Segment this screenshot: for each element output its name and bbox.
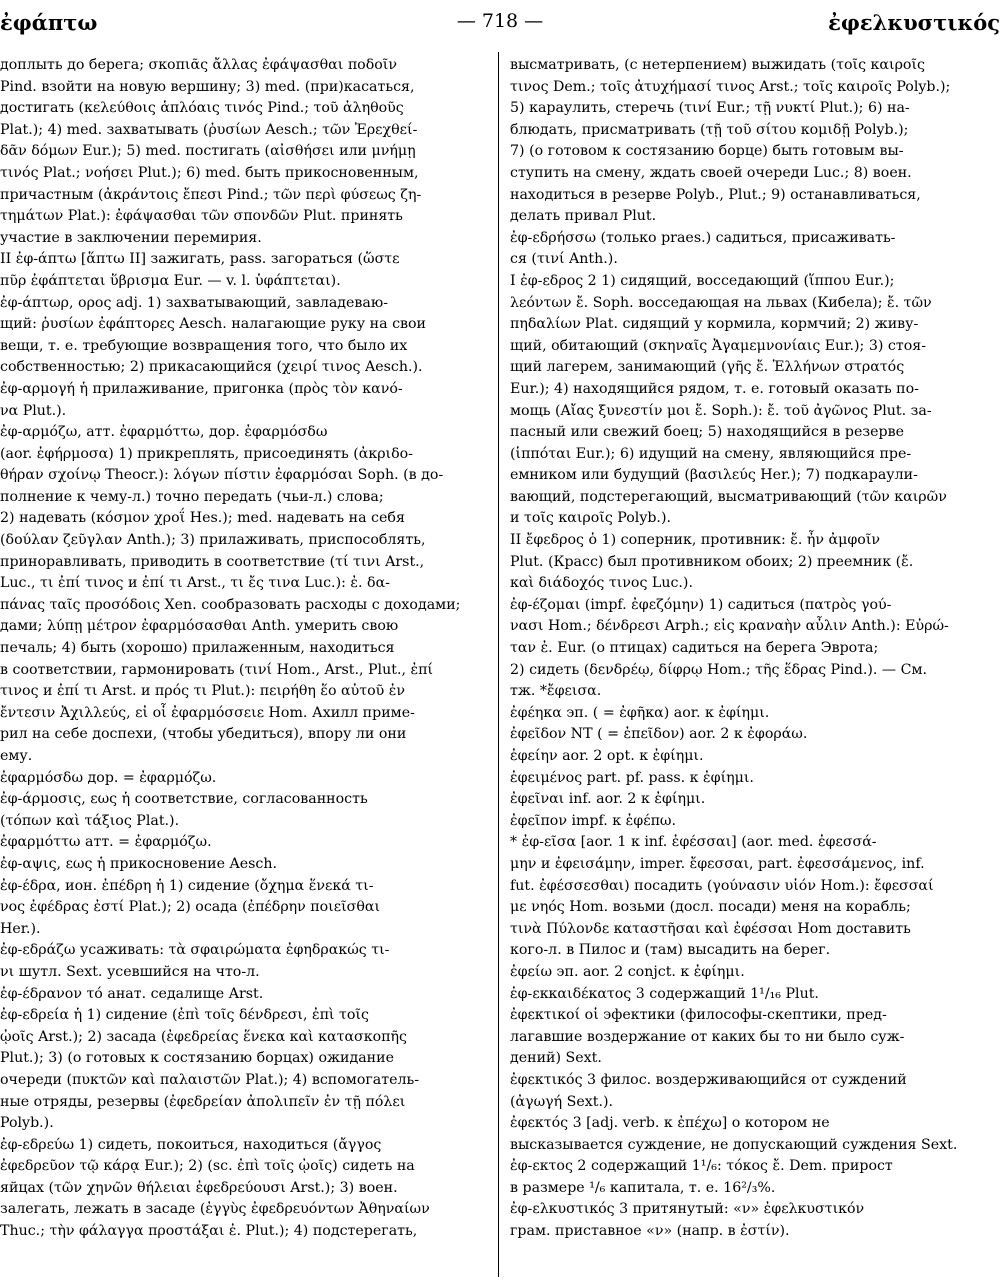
text-line: * ἐφ-εῖσα [aor. 1 к inf. ἐφέσσαι] (aor. med. ἐφεσσά-: [510, 834, 877, 851]
text-line: пасный или свежий боец; 5) находящийся в резерве: [510, 424, 905, 441]
text-line: ἐφεκτικοί οἱ эфектики (философы-скептики, пред-: [510, 1007, 887, 1024]
text-line: в размере ¹/₆ капитала, т. е. 16²/₃%.: [510, 1179, 776, 1196]
text-line: в соответствии, гармонировать (τινί Hom., Arst., Plut., ἐπί: [0, 661, 433, 678]
text-line: грам. приставное «ν» (напр. в ἐστίν).: [510, 1223, 790, 1240]
text-line: ἐφειμένος part. pf. pass. к ἐφίημι.: [510, 769, 754, 786]
text-line: ἐφεδρεῦον τῷ κάρᾳ Eur.); 2) (sc. ἐπὶ τοῖς ᾠοῖς) сидеть на: [0, 1158, 415, 1175]
text-line: (ἀγωγή Sext.).: [510, 1093, 614, 1110]
text-line: полнение к чему-л.) точно передать (чьи-л.) слова;: [0, 488, 384, 505]
text-line: ἐφ-άρμοσις, εως ἡ соответствие, согласованность: [0, 791, 368, 808]
text-line: залегать, лежать в засаде (ἐγγὺς ἐφεδρευόντων Ἀθηναίων: [0, 1201, 430, 1218]
header-left-headword: ἐφάπτω: [0, 10, 98, 35]
text-line: собственностью; 2) прикасающийся (χειρί τινος Aesch.).: [0, 359, 423, 376]
column-divider: [498, 52, 499, 1277]
text-line: доплыть до берега; σκοπιᾶς ἄλλας ἐφάψασθαι ποδοῖν: [0, 57, 397, 73]
text-line: высказывается суждение, не допускающий суждения Sext.: [510, 1136, 958, 1153]
text-line: яйцах (τῶν χηνῶν θήλειαι ἐφεδρεύουσι Arst.); 3) воен.: [0, 1179, 398, 1196]
text-line: II ἔφεδρος ὁ 1) соперник, противник: ἔ. ἦν ἀμφοῖν: [510, 532, 881, 549]
text-line: 2) надевать (κόσμον χροΐ Hes.); med. надевать на себя: [0, 510, 405, 527]
text-line: мощь (Αἴας ξυνεστίν μοι ἔ. Soph.): ἔ. τοῦ ἀγῶνος Plut. за-: [510, 402, 932, 419]
text-line: πῦρ ἐφάπτεται ὕβρισμα Eur. — v. l. ὑφάπτεται).: [0, 272, 341, 289]
text-line: ἐφείην aor. 2 opt. к ἐφίημι.: [510, 748, 704, 764]
text-line: ἐφεῖπον impf. к ἐφέπω.: [510, 812, 676, 829]
text-line: щий: ῥυσίων ἐφάπτορες Aesch. налагающие руку на свои: [0, 316, 427, 333]
text-line: ἐφεκτικός 3 филос. воздерживающийся от суждений: [510, 1071, 907, 1088]
text-line: ἐφ-εδρεία ἡ 1) сидение (ἐπὶ τοῖς δένδρεσι, ἐπὶ τοῖς: [0, 1007, 369, 1024]
text-line: ἐφ-ελκυστικός 3 притянутый: «ν» ἐφελκυστικόν: [510, 1201, 865, 1218]
text-line: ἐφείω эп. aor. 2 conjct. к ἐφίημι.: [510, 963, 745, 980]
text-line: ἐφέηκα эп. ( = ἐφῆκα) aor. к ἐφίημι.: [510, 704, 770, 721]
text-line: очереди (πυκτῶν καὶ παλαιστῶν Plat.); 4) вспомогатель-: [0, 1071, 420, 1088]
text-line: πηδαλίων Plat. сидящий у кормила, кормчий; 2) живу-: [510, 316, 919, 333]
text-line: τινὰ Πύλονδε καταστῆσαι καὶ ἐφέσσαι Hom доставить: [510, 920, 911, 937]
text-line: με νηός Hom. возьми (досл. посади) меня на корабль;: [510, 899, 911, 916]
text-line: щий, обитающий (σκηναῖς Ἀγαμεμνονίαις Eur.); 3) стоя-: [510, 337, 926, 354]
text-line: 7) (о готовом к состязанию борце) быть готовым вы-: [510, 143, 904, 160]
text-line: (ἱππόται Eur.); 6) идущий на смену, являющийся пре-: [510, 445, 912, 462]
text-line: νος ἐφέδρας ἐστί Plat.); 2) осада (ἐπέδρην ποιεῖσθαι: [0, 899, 381, 916]
text-line: ἐφ-εκκαιδέκατος 3 содержащий 1¹/₁₆ Plut.: [510, 985, 819, 1002]
text-line: θήραν σχοίνῳ Theocr.): λόγων πίστιν ἐφαρμόσαι Soph. (в до-: [0, 467, 444, 484]
text-line: ἐφαρμόσδω дор. = ἐφαρμόζω.: [0, 769, 217, 786]
text-line: ᾠοῖς Arst.); 2) засада (ἐφεδρείας ἕνεκα καὶ κατασκοπῆς: [0, 1028, 407, 1045]
text-line: τινος Dem.; τοῖς ἀτυχήμασί τινος Arst.; τοῖς καιροῖς Polyb.);: [510, 78, 951, 95]
text-line: Thuc.; τὴν φάλαγγα προστάξαι ἐ. Plut.); 4) подстерегать,: [0, 1223, 418, 1240]
text-line: ἐφ-άπτωρ, ορος adj. 1) захватывающий, завладеваю-: [0, 294, 389, 311]
right-column: [510, 55, 1000, 1243]
text-line: делать привал Plut.: [510, 208, 657, 225]
text-line: ἐφ-αρμογή ἡ прилаживание, пригонка (πρὸς τὸν κανό-: [0, 380, 403, 397]
text-line: вающий, подстерегающий, высматривающий (τῶν καιρῶν: [510, 488, 947, 505]
page-header: [0, 10, 1000, 42]
text-line: (δούλαν ζεῦγλαν Anth.); 3) прилаживать, приспособлять,: [0, 532, 426, 549]
text-line: καὶ διάδοχός τινος Luc.).: [510, 575, 693, 592]
text-line: ступить на смену, ждать своей очереди Luc.; 8) воен.: [510, 164, 912, 181]
text-line: δᾶν δόμων Eur.); 5) med. постигать (αἰσθήσει или μνήμῃ: [0, 143, 416, 160]
text-line: ἐφεκτός 3 [adj. verb. к ἐπέχω] о котором не: [510, 1115, 830, 1132]
text-line: Her.).: [0, 920, 41, 937]
text-line: кого-л. в Пилос и (там) высадить на берег.: [510, 942, 831, 959]
text-line: блюдать, присматривать (τῇ τοῦ σίτου κομιδῇ Polyb.);: [510, 121, 909, 138]
text-line: вещи, т. е. требующие возвращения того, что было их: [0, 337, 408, 354]
text-line: Eur.); 4) находящийся рядом, т. е. готовый оказать по-: [510, 380, 919, 397]
text-line: τινός Plat.; νοήσει Plut.); 6) med. быть прикосновенным,: [0, 164, 419, 181]
text-line: ἐφ-εδράζω усаживать: τὰ σφαιρώματα ἐφηδρακώς τι-: [0, 942, 390, 959]
text-line: (aor. ἐφήρμοσα) 1) прикреплять, присоединять (ἀκριδο-: [0, 445, 413, 462]
text-line: приноравливать, приводить в соответствие (τί τινι Arst.,: [0, 553, 425, 570]
text-line: λεόντων ἔ. Soph. восседающая на львах (Кибела); ἔ. τῶν: [510, 294, 932, 311]
header-right-headword: ἐφελκυστικός: [828, 10, 1000, 35]
page-number: — 718 —: [456, 10, 544, 32]
text-line: (τόπων καὶ τάξιος Plat.).: [0, 812, 180, 829]
text-line: νασι Hom.; δένδρεσι Arph.; εἰς κραναὴν αὖλιν Anth.): Εὐρώ-: [510, 618, 949, 635]
text-line: ἐφ-αρμόζω, атт. ἐφαρμόττω, дор. ἐφαρμόσδω: [0, 424, 328, 441]
text-line: fut. ἐφέσσεσθαι) посадить (γούνασιν υἱόν Hom.): ἔφεσσαί: [510, 877, 934, 894]
text-line: ные отряды, резервы (ἐφεδρείαν ἀπολιπεῖν ἐν τῇ πόλει: [0, 1093, 406, 1110]
text-line: πάνας ταῖς προσόδοις Xen. сообразовать расходы с доходами;: [0, 596, 461, 613]
text-line: Plut. (Красс) был противником обоих; 2) преемник (ἔ.: [510, 553, 914, 570]
text-line: 5) караулить, стеречь (τινί Eur.; τῇ νυκτί Plut.); 6) на-: [510, 100, 910, 117]
text-line: 2) сидеть (δενδρέῳ, δίφρῳ Hom.; τῆς ἕδρας Pind.). — См.: [510, 661, 927, 678]
text-line: ἐφ-εδρεύω 1) сидеть, покоиться, находиться (ἄγγος: [0, 1136, 382, 1153]
text-line: ἔντεσιν Ἀχιλλεύς, εἰ οἷ ἐφαρμόσσειε Hom. Ахилл приме-: [0, 704, 415, 721]
text-line: Plat.); 4) med. захватывать (ῥυσίων Aesch.; τῶν Ἐρεχθεί-: [0, 121, 418, 138]
text-line: и τοῖς καιροῖς Polyb.).: [510, 510, 671, 527]
text-line: печаль; 4) быть (хорошо) прилаженным, находиться: [0, 640, 395, 657]
left-column: [0, 55, 487, 1243]
text-line: να Plut.).: [0, 402, 67, 419]
text-line: высматривать, (с нетерпением) выжидать (τοῖς καιροῖς: [510, 57, 925, 73]
text-line: I ἐφ-εδρος 2 1) сидящий, восседающий (ἵππου Eur.);: [510, 272, 895, 289]
text-line: ἐφαρμόττω атт. = ἐφαρμόζω.: [0, 834, 212, 851]
text-line: находиться в резерве Polyb., Plut.; 9) останавливаться,: [510, 186, 921, 203]
text-line: ἐφ-εκτος 2 содержащий 1¹/₆: τόκος ἔ. Dem. прирост: [510, 1158, 893, 1175]
text-line: емником или будущий (βασιλεύς Her.); 7) подкараули-: [510, 467, 918, 484]
text-line: достигать (κελεύθοις ἁπλόαις τινός Pind.; τοῦ ἀληθοῦς: [0, 100, 404, 117]
text-line: участие в заключении перемирия.: [0, 229, 262, 246]
text-line: Polyb.).: [0, 1115, 54, 1132]
text-line: τημάτων Plat.): ἐφάψασθαι τῶν σπονδῶν Plut. принять: [0, 208, 403, 225]
text-line: ἐφεῖναι inf. aor. 2 к ἐφίημι.: [510, 791, 706, 808]
text-line: дами; λύπῃ μέτρον ἐφαρμόσασθαι Anth. умерить свою: [0, 618, 399, 635]
text-line: Pind. взойти на новую вершину; 3) med. (при)касаться,: [0, 78, 415, 95]
text-line: ему.: [0, 748, 33, 764]
text-line: ἐφ-έζομαι (impf. ἐφεζόμην) 1) садиться (πατρὸς γού-: [510, 596, 892, 613]
text-line: ἐφεῖδον NT ( = ἐπεῖδον) aor. 2 к ἐφοράω.: [510, 726, 808, 743]
text-line: νι шутл. Sext. усевшийся на что-л.: [0, 963, 260, 980]
text-line: рил на себе доспехи, (чтобы убедиться), впору ли они: [0, 726, 407, 743]
text-line: ταν ἐ. Eur. (о птицах) садиться на берега Эврота;: [510, 640, 879, 657]
text-line: τινος и ἐπί τι Arst. и πρός τι Plut.): πειρήθη ἕο αὐτοῦ ἐν: [0, 683, 406, 700]
text-line: ἐφ-αψις, εως ἡ прикосновение Aesch.: [0, 855, 278, 872]
text-line: ся (τινί Anth.).: [510, 251, 618, 268]
text-line: лагавшие воздержание от каких бы то ни было суж-: [510, 1028, 905, 1045]
text-line: μην и ἐφεισάμην, imper. ἔφεσσαι, part. ἐφεσσάμενος, inf.: [510, 855, 925, 872]
text-line: тж. *ἔφεισα.: [510, 683, 602, 700]
text-line: щий лагерем, занимающий (γῆς ἔ. Ἑλλήνων στρατός: [510, 359, 905, 376]
text-line: дений) Sext.: [510, 1050, 602, 1067]
text-line: Luc., τι ἐπί τινος и ἐπί τι Arst., τι ἔς τινα Luc.): ἐ. δα-: [0, 575, 390, 592]
text-line: II ἐφ-άπτω [ἅπτω II] зажигать, pass. загораться (ὥστε: [0, 251, 400, 268]
text-line: ἐφ-εδρήσσω (только praes.) садиться, присаживать-: [510, 229, 896, 246]
text-line: ἐφ-έδρανον τό анат. седалище Arst.: [0, 985, 264, 1002]
text-line: причастным (ἀκράντοις ἔπεσι Pind.; τῶν περὶ φύσεως ζη-: [0, 186, 422, 203]
text-line: Plut.); 3) (о готовых к состязанию борцах) ожидание: [0, 1050, 394, 1067]
text-line: ἐφ-έδρα, ион. ἐπέδρη ἡ 1) сидение (ὄχημα ἕνεκά τι-: [0, 877, 374, 894]
